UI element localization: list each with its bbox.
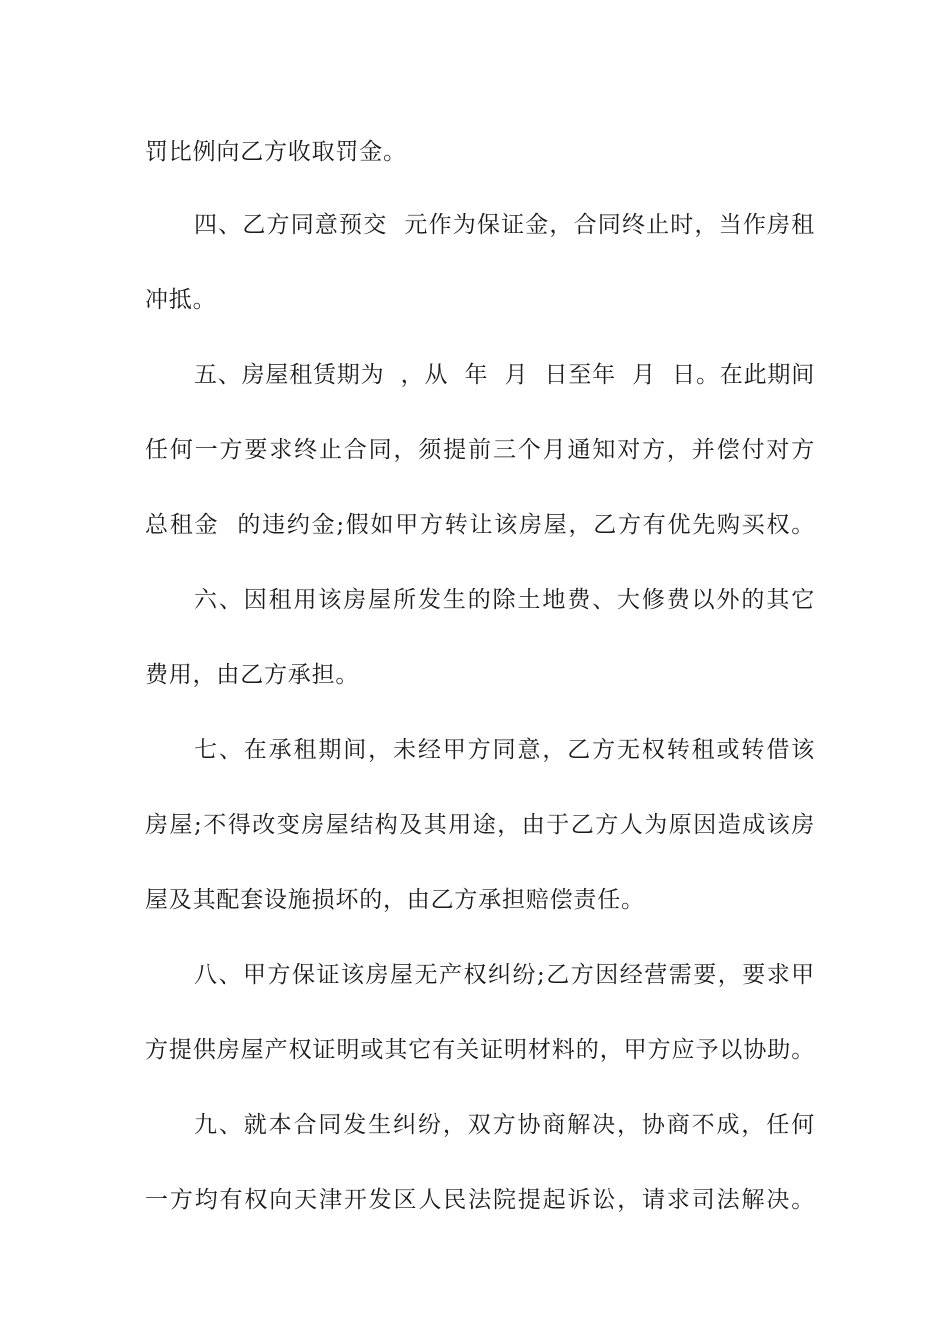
text-line: 五、房屋租赁期为 ，从 年 月 日至年 月 日。在此期间 <box>194 362 815 388</box>
text-line: 九、就本合同发生纠纷，双方协商解决，协商不成，任何 <box>194 1112 815 1138</box>
text-line: 冲抵。 <box>145 287 217 313</box>
text-line: 一方均有权向天津开发区人民法院提起诉讼，请求司法解决。 <box>145 1187 815 1213</box>
text-line: 六、因租用该房屋所发生的除土地费、大修费以外的其它 <box>194 587 815 613</box>
text-line: 费用，由乙方承担。 <box>145 662 360 688</box>
text-line: 四、乙方同意预交 元作为保证金，合同终止时，当作房租 <box>194 212 815 238</box>
text-line: 任何一方要求终止合同，须提前三个月通知对方，并偿付对方 <box>145 437 815 463</box>
text-line: 屋及其配套设施损坏的，由乙方承担赔偿责任。 <box>145 887 645 913</box>
text-line: 八、甲方保证该房屋无产权纠纷;乙方因经营需要，要求甲 <box>194 962 815 988</box>
text-line: 总租金 的违约金;假如甲方转让该房屋，乙方有优先购买权。 <box>145 512 815 538</box>
text-line: 房屋;不得改变房屋结构及其用途，由于乙方人为原因造成该房 <box>145 812 815 838</box>
text-line: 方提供房屋产权证明或其它有关证明材料的，甲方应予以协助。 <box>145 1037 815 1063</box>
text-line: 七、在承租期间，未经甲方同意，乙方无权转租或转借该 <box>194 737 815 763</box>
text-line: 罚比例向乙方收取罚金。 <box>145 139 407 165</box>
